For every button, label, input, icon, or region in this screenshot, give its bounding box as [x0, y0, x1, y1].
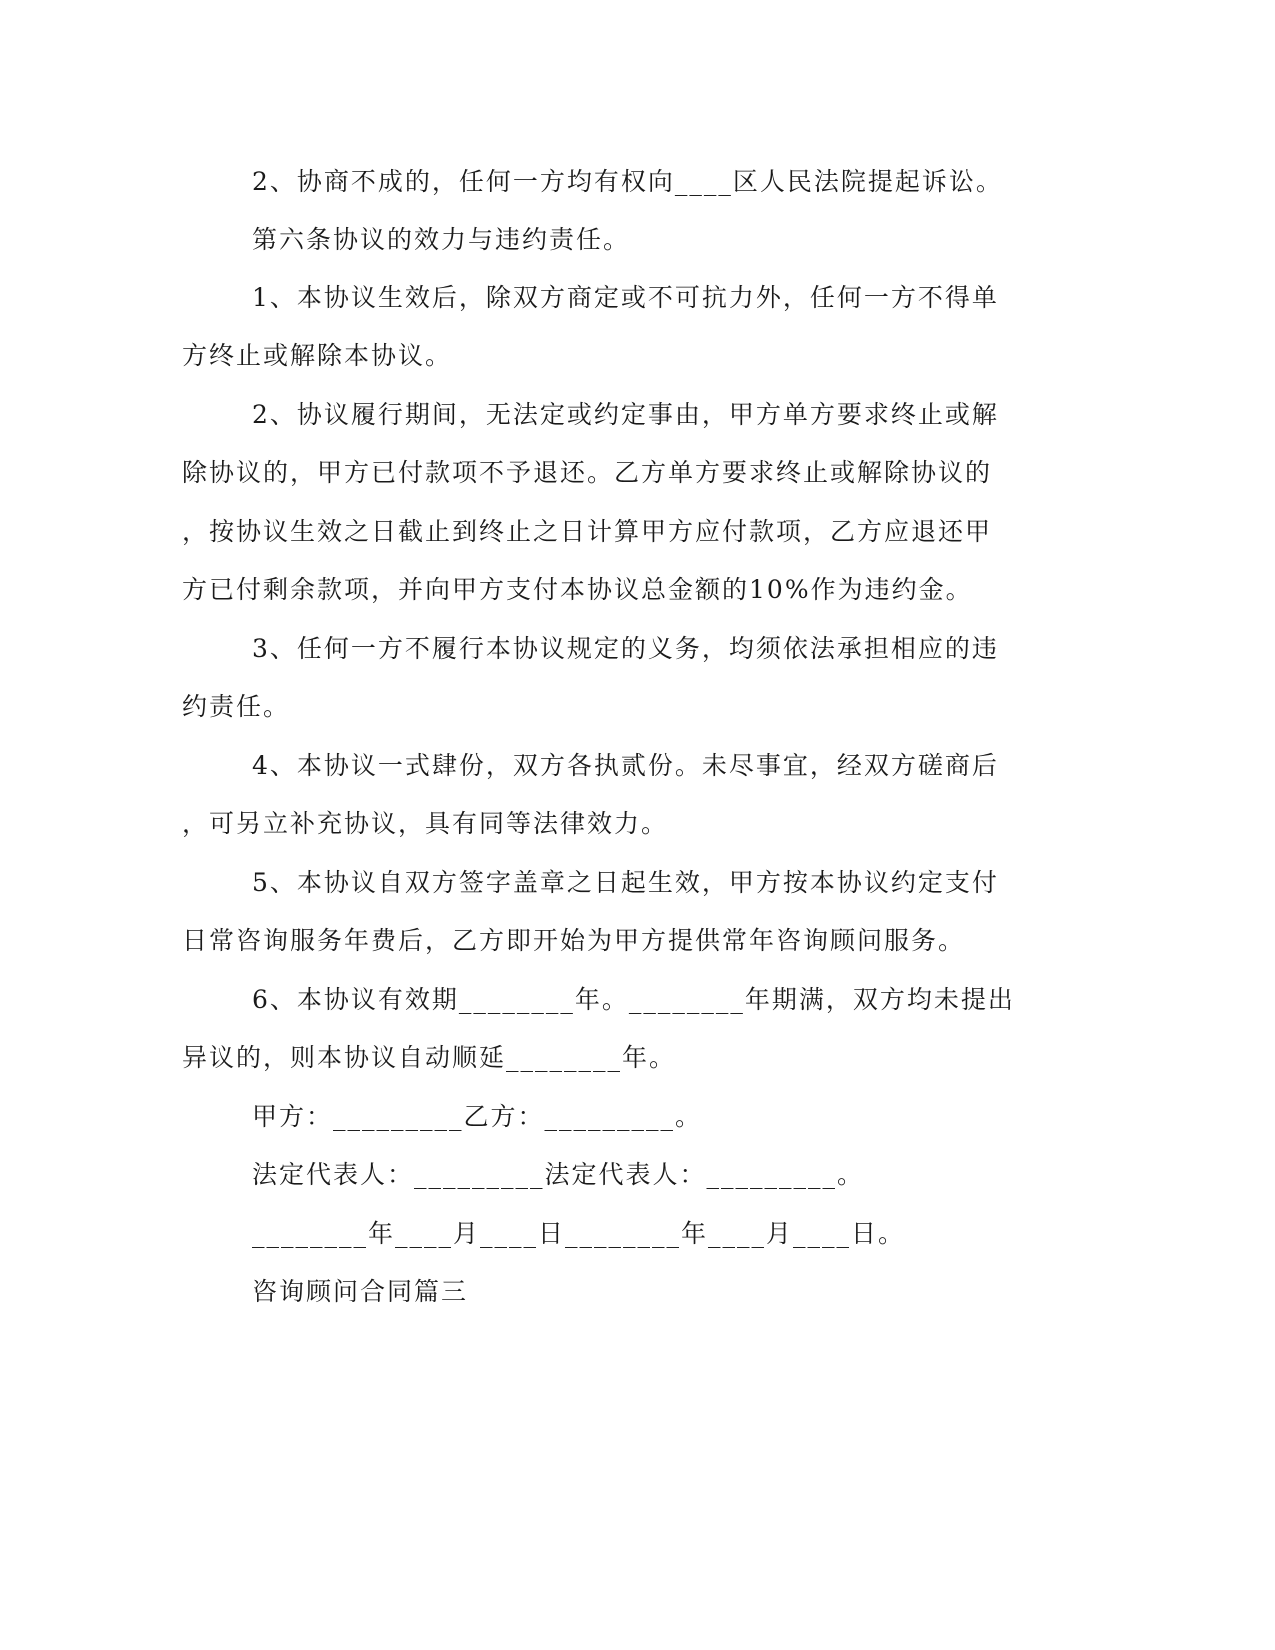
section-title: 咨询顾问合同篇三 — [252, 1277, 469, 1306]
paragraph-line: 方终止或解除本协议。 — [182, 341, 453, 370]
paragraph-line: ，按协议生效之日截止到终止之日计算甲方应付款项，乙方应退还甲 — [182, 517, 993, 546]
paragraph-line: 日常咨询服务年费后，乙方即开始为甲方提供常年咨询顾问服务。 — [182, 926, 966, 955]
paragraph-line: 方已付剩余款项，并向甲方支付本协议总金额的10%作为违约金。 — [182, 575, 973, 604]
signature-representative-line: 法定代表人：_________法定代表人：_________。 — [252, 1160, 865, 1189]
paragraph-line: 约责任。 — [182, 692, 291, 721]
paragraph-line: 2、协商不成的，任何一方均有权向____区人民法院提起诉讼。 — [252, 167, 1003, 196]
paragraph-line: 6、本协议有效期________年。________年期满，双方均未提出 — [252, 985, 1015, 1014]
paragraph-line: 异议的，则本协议自动顺延________年。 — [182, 1043, 677, 1072]
paragraph-line: 3、任何一方不履行本协议规定的义务，均须依法承担相应的违 — [252, 634, 999, 663]
paragraph-line: 除协议的，甲方已付款项不予退还。乙方单方要求终止或解除协议的 — [182, 458, 993, 487]
signature-date-line: ________年____月____日________年____月____日。 — [252, 1219, 906, 1248]
paragraph-line: ，可另立补充协议，具有同等法律效力。 — [182, 809, 669, 838]
paragraph-line: 5、本协议自双方签字盖章之日起生效，甲方按本协议约定支付 — [252, 868, 999, 897]
paragraph-line: 2、协议履行期间，无法定或约定事由，甲方单方要求终止或解 — [252, 400, 999, 429]
signature-party-line: 甲方：_________乙方：_________。 — [252, 1102, 703, 1131]
paragraph-line: 4、本协议一式肆份，双方各执贰份。未尽事宜，经双方磋商后 — [252, 751, 999, 780]
section-heading: 第六条协议的效力与违约责任。 — [252, 225, 631, 254]
paragraph-line: 1、本协议生效后，除双方商定或不可抗力外，任何一方不得单 — [252, 283, 999, 312]
